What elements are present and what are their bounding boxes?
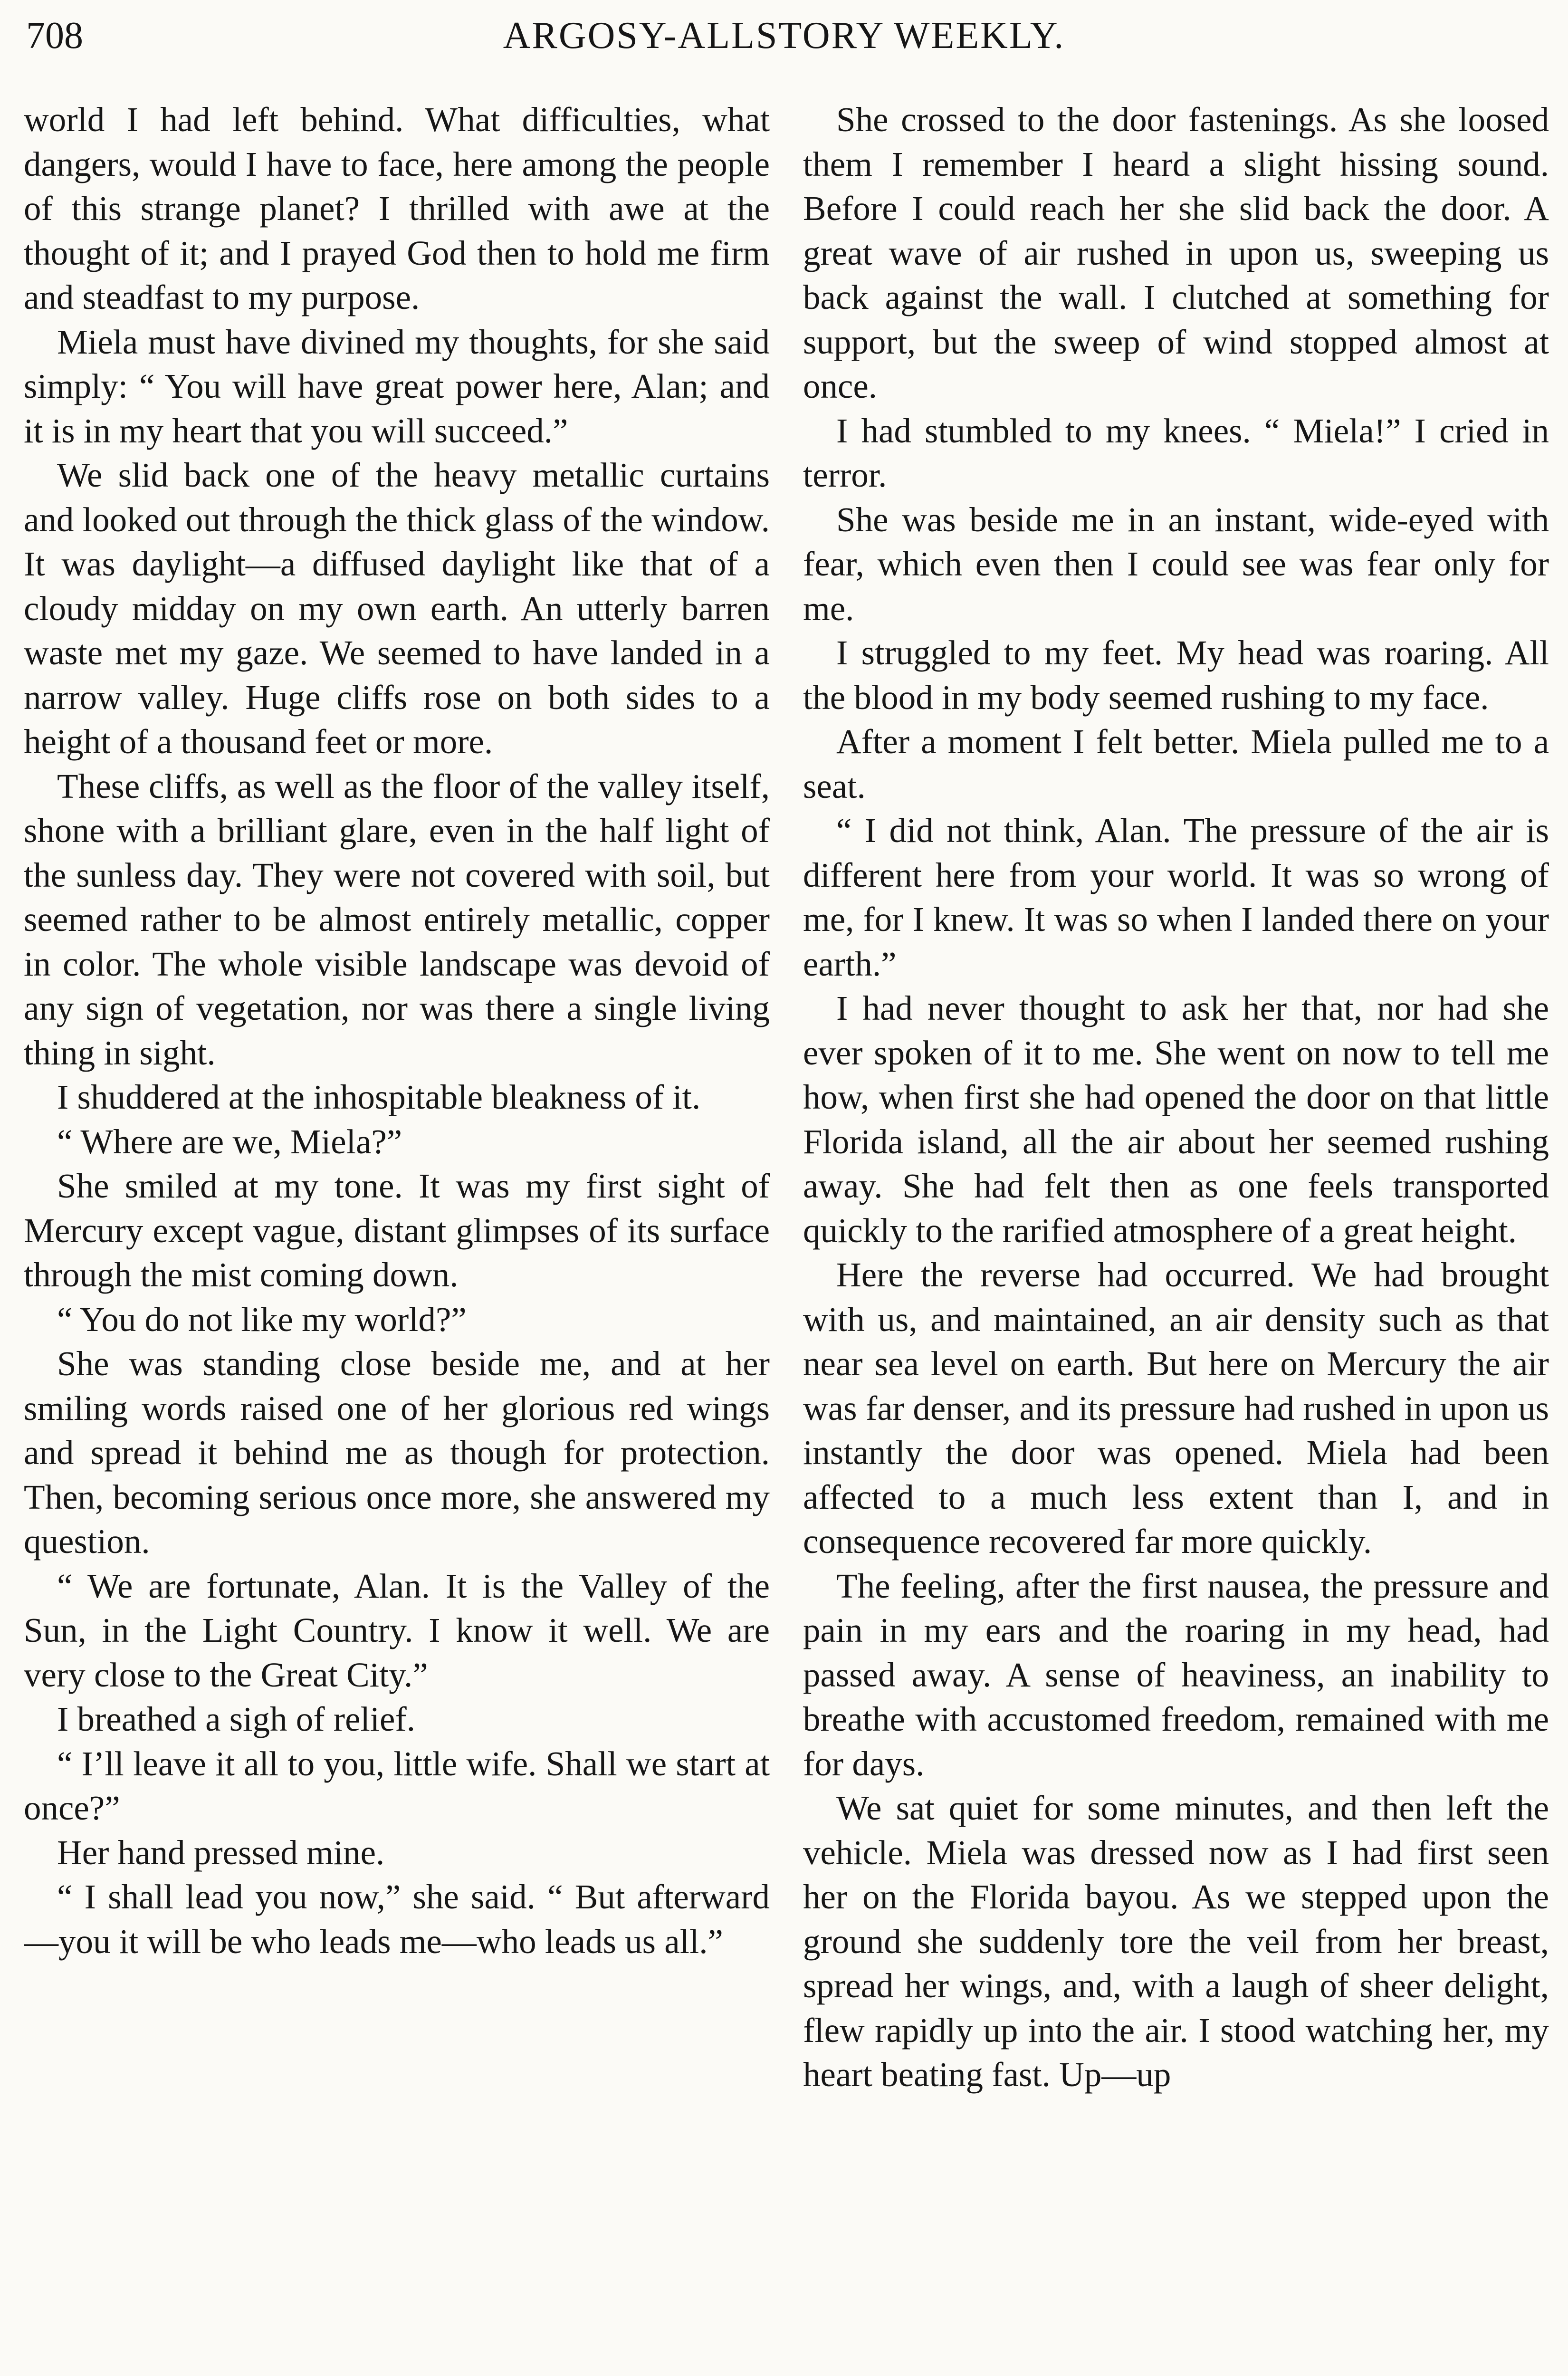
paragraph: Here the reverse had occurred. We had brought with us, and maintained, an air density such as that near sea level on earth. But here on Mercury the air was far denser, and its pressure had rushed in upon us instantly the door was opened. Miela had been affected to a much less extent than I, and in consequence recovered far more quickly. bbox=[803, 1255, 1549, 1561]
paragraph: “ Where are we, Miela?” bbox=[57, 1122, 402, 1161]
paragraph: After a moment I felt better. Miela pulled me to a seat. bbox=[803, 722, 1549, 805]
paragraph: “ We are fortunate, Alan. It is the Valley of the Sun, in the Light Country. I know it well. We are very close to the Great City.” bbox=[24, 1566, 770, 1694]
paragraph: She was beside me in an instant, wide-eyed with fear, which even then I could see was fear only for me. bbox=[803, 500, 1549, 628]
paragraph: She crossed to the door fastenings. As she loosed them I remember I heard a slight hissing sound. Before I could reach her she slid back the door. A great wave of air rushed in upon us, sweeping us back against the wall. I clutched at something for support, but the sweep of wind stopped almost at once. bbox=[803, 100, 1549, 405]
paragraph: These cliffs, as well as the floor of the valley itself, shone with a brilliant glare, even in the half light of the sunless day. They were not covered with soil, but seemed rather to be almost entirely metallic, copper in color. The whole visible landscape was devoid of any sign of vegetation, nor was there a single living thing in sight. bbox=[24, 766, 770, 1072]
paragraph: I struggled to my feet. My head was roaring. All the blood in my body seemed rushing to my face. bbox=[803, 633, 1549, 717]
paragraph: “ You do not like my world?” bbox=[57, 1300, 467, 1339]
paragraph: “ I did not think, Alan. The pressure of the air is different here from your world. It was so wrong of me, for I knew. It was so when I landed there on your earth.” bbox=[803, 811, 1549, 983]
paragraph: The feeling, after the first nausea, the pressure and pain in my ears and the roaring in my head, had passed away. A sense of heaviness, an inability to breathe with accustomed freedom, remained with me for days. bbox=[803, 1566, 1549, 1783]
running-title: ARGOSY-ALLSTORY WEEKLY. bbox=[503, 15, 1065, 57]
paragraph: “ I’ll leave it all to you, little wife. Shall we start at once?” bbox=[24, 1744, 770, 1827]
paragraph: world I had left behind. What difficulties, what dangers, would I have to face, here among the people of this strange planet? I thrilled with awe at the thought of it; and I prayed God then to hold me firm and steadfast to my purpose. bbox=[24, 100, 770, 316]
page-number: 708 bbox=[26, 15, 83, 57]
paragraph: I had stumbled to my knees. “ Miela!” I cried in terror. bbox=[803, 411, 1549, 494]
paragraph: I had never thought to ask her that, nor had she ever spoken of it to me. She went on now to tell me how, when first she had opened the door on that little Florida island, all the air about her seemed rushing away. She had felt then as one feels transported quickly to the rarified atmosphere of a great height. bbox=[803, 989, 1549, 1250]
paragraph: “ I shall lead you now,” she said. “ But afterward—you it will be who leads me—who leads us all.” bbox=[24, 1878, 770, 1961]
paragraph: She smiled at my tone. It was my first sight of Mercury except vague, distant glimpses of its surface through the mist coming down. bbox=[24, 1167, 770, 1294]
paragraph: I breathed a sigh of relief. bbox=[57, 1700, 415, 1738]
paragraph: I shuddered at the inhospitable bleakness of it. bbox=[57, 1078, 701, 1116]
paragraph: She was standing close beside me, and at her smiling words raised one of her glorious red wings and spread it behind me as though for protection. Then, becoming serious once more, she answered my question. bbox=[24, 1344, 770, 1561]
paragraph: We sat quiet for some minutes, and then left the vehicle. Miela was dressed now as I had first seen her on the Florida bayou. As we stepped upon the ground she suddenly tore the veil from her breast, spread her wings, and, with a laugh of sheer delight, flew rapidly up into the air. I stood watching her, my heart beating fast. Up—up bbox=[803, 1789, 1549, 2094]
paragraph: We slid back one of the heavy metallic curtains and looked out through the thick glass of the window. It was daylight—a diffused daylight like that of a cloudy midday on my own earth. An utterly barren waste met my gaze. We seemed to have landed in a narrow valley. Huge cliffs rose on both sides to a height of a thousand feet or more. bbox=[24, 456, 770, 761]
paragraph: Miela must have divined my thoughts, for she said simply: “ You will have great power here, Alan; and it is in my heart that you will succeed.” bbox=[24, 322, 770, 450]
paragraph: Her hand pressed mine. bbox=[57, 1833, 385, 1872]
right-column bbox=[803, 97, 1549, 2376]
page-header bbox=[26, 14, 1542, 71]
left-column bbox=[24, 97, 770, 2376]
